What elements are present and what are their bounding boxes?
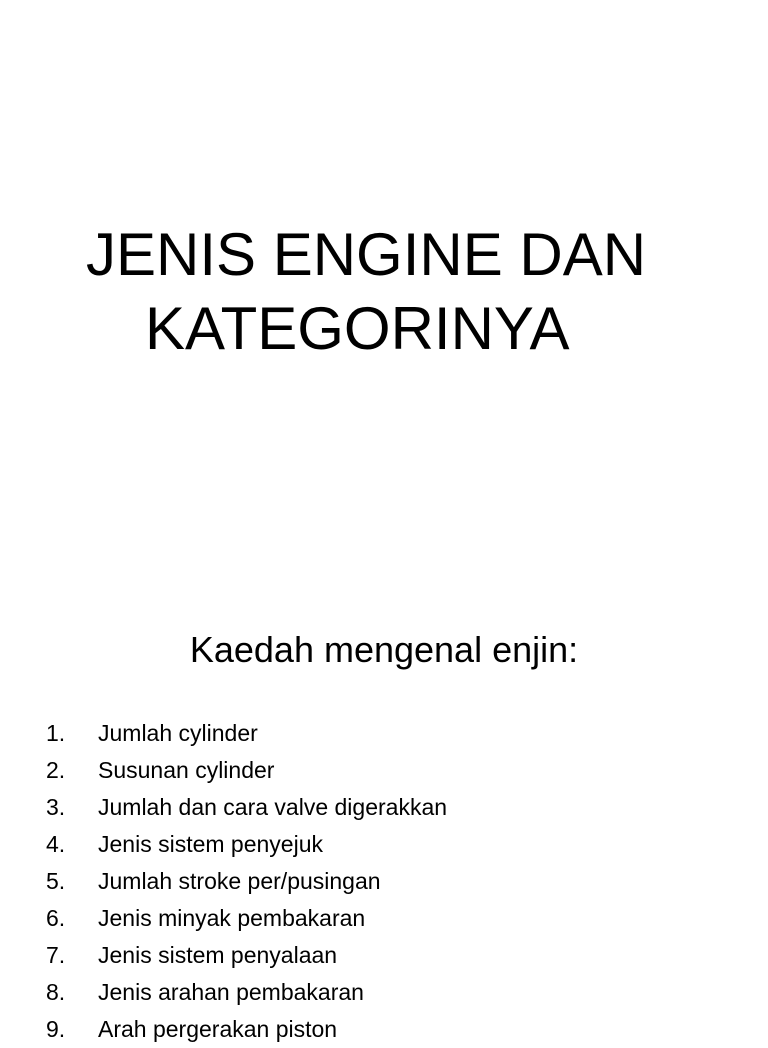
slide-title-line-1: JENIS ENGINE DAN xyxy=(86,221,647,288)
list-item xyxy=(46,900,447,937)
list-item-text: Jenis sistem penyalaan xyxy=(98,942,338,968)
methods-list xyxy=(46,715,447,1048)
list-item-text: Jumlah dan cara valve digerakkan xyxy=(98,794,448,820)
slide-title-line-2: KATEGORINYA xyxy=(145,295,570,362)
slide-subtitle: Kaedah mengenal enjin: xyxy=(189,629,579,670)
list-item-text: Jenis minyak pembakaran xyxy=(98,905,366,931)
list-item xyxy=(46,863,447,900)
list-item-text: Jenis sistem penyejuk xyxy=(98,831,323,857)
list-item xyxy=(46,715,447,752)
list-item xyxy=(46,752,447,789)
list-item-number: 7. xyxy=(46,942,66,968)
list-item xyxy=(46,1011,447,1048)
list-item-number: 9. xyxy=(46,1016,66,1042)
list-item-text: Jumlah stroke per/pusingan xyxy=(98,868,381,894)
list-item-number: 5. xyxy=(46,868,66,894)
list-item xyxy=(46,826,447,863)
list-item xyxy=(46,937,447,974)
slide-title xyxy=(0,218,768,366)
list-item-number: 1. xyxy=(46,720,66,746)
list-item-number: 6. xyxy=(46,905,66,931)
list-item-number: 4. xyxy=(46,831,66,857)
list-item-number: 2. xyxy=(46,757,66,783)
list-item-text: Jenis arahan pembakaran xyxy=(98,979,364,1005)
list-item-text: Arah pergerakan piston xyxy=(98,1016,338,1042)
list-item xyxy=(46,789,447,826)
list-item xyxy=(46,974,447,1011)
list-item-text: Jumlah cylinder xyxy=(98,720,258,746)
list-item-number: 3. xyxy=(46,794,66,820)
list-item-text: Susunan cylinder xyxy=(98,757,275,783)
list-item-number: 8. xyxy=(46,979,66,1005)
